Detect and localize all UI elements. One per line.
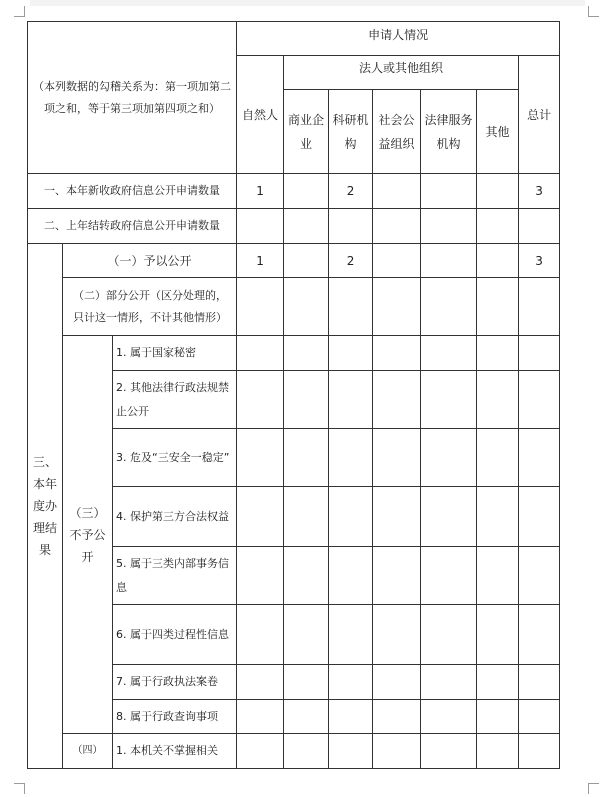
- table-cell: [477, 209, 519, 244]
- table-cell: [373, 547, 421, 605]
- table-cell: [477, 174, 519, 209]
- table-cell: [421, 734, 477, 769]
- table-cell: [373, 734, 421, 769]
- table-cell: 2: [329, 174, 373, 209]
- table-cell: [421, 429, 477, 487]
- table-cell: [421, 174, 477, 209]
- table-cell: 3: [519, 244, 560, 278]
- row-label-partial: （二）部分公开（区分处理的，只计这一情形，不计其他情形）: [63, 278, 237, 336]
- table-cell: [373, 605, 421, 665]
- header-legal-service: 法律服务机构: [421, 90, 477, 174]
- table-cell: [237, 209, 284, 244]
- table-cell: [421, 209, 477, 244]
- table-cell: [373, 487, 421, 547]
- table-cell: [477, 336, 519, 371]
- table-cell: [237, 371, 284, 429]
- table-row: [28, 278, 560, 336]
- row-label-not-disclose: （三）不予公开: [63, 336, 113, 734]
- table-cell: [329, 336, 373, 371]
- table-cell: [477, 700, 519, 734]
- table-cell: [237, 700, 284, 734]
- table-cell: [237, 336, 284, 371]
- table-cell: [477, 734, 519, 769]
- table-cell: 3: [519, 174, 560, 209]
- table-cell: [284, 278, 329, 336]
- table-cell: [477, 605, 519, 665]
- table-cell: [329, 700, 373, 734]
- table-cell: [284, 209, 329, 244]
- table-cell: [421, 700, 477, 734]
- table-cell: [284, 734, 329, 769]
- table-cell: [373, 209, 421, 244]
- table-row: [28, 734, 560, 769]
- table-cell: [237, 487, 284, 547]
- disclosure-statistics-table: [27, 21, 560, 769]
- table-cell: [519, 209, 560, 244]
- table-cell: [329, 547, 373, 605]
- table-cell: [477, 429, 519, 487]
- table-cell: 1: [237, 174, 284, 209]
- crop-mark-top-left: [14, 6, 25, 17]
- header-research: 科研机构: [329, 90, 373, 174]
- table-cell: [237, 734, 284, 769]
- table-cell: [284, 487, 329, 547]
- row-label-nd-item: 1. 属于国家秘密: [113, 336, 237, 371]
- table-cell: [477, 278, 519, 336]
- row-label-nd-item: 6. 属于四类过程性信息: [113, 605, 237, 665]
- row-label-nd-item: 7. 属于行政执法案卷: [113, 665, 237, 700]
- table-row: [28, 244, 560, 278]
- header-social: 社会公益组织: [373, 90, 421, 174]
- table-row: [28, 209, 560, 244]
- table-cell: [477, 487, 519, 547]
- crop-mark-top-right: [588, 6, 599, 17]
- table-cell: [477, 547, 519, 605]
- table-cell: [477, 665, 519, 700]
- header-row-applicant: [28, 22, 560, 56]
- page-top-edge: [30, 0, 585, 6]
- table-cell: [329, 429, 373, 487]
- table-cell: [329, 371, 373, 429]
- table-cell: [237, 278, 284, 336]
- table-cell: [237, 547, 284, 605]
- table-cell: [329, 665, 373, 700]
- table-cell: [519, 487, 560, 547]
- table-cell: [329, 487, 373, 547]
- table-cell: [477, 371, 519, 429]
- table-cell: [519, 278, 560, 336]
- table-cell: [284, 174, 329, 209]
- row-label-nd-item: 3. 危及“三安全一稳定”: [113, 429, 237, 487]
- table-cell: [284, 700, 329, 734]
- table-cell: 2: [329, 244, 373, 278]
- table-cell: [284, 244, 329, 278]
- row-label-nd-item: 8. 属于行政查询事项: [113, 700, 237, 734]
- crop-mark-bottom-right: [588, 783, 599, 794]
- table-cell: [421, 605, 477, 665]
- table-cell: [421, 336, 477, 371]
- table-cell: [373, 244, 421, 278]
- table-cell: [329, 278, 373, 336]
- table-cell: [373, 174, 421, 209]
- table-cell: [477, 244, 519, 278]
- row-group-results: 三、本年度办理结果: [28, 244, 63, 769]
- table-cell: [519, 429, 560, 487]
- table-cell: [519, 605, 560, 665]
- table-cell: [329, 605, 373, 665]
- table-cell: [519, 734, 560, 769]
- table-cell: [237, 429, 284, 487]
- table-cell: [373, 429, 421, 487]
- table-cell: [237, 665, 284, 700]
- row-label-disclose: （一）予以公开: [63, 244, 237, 278]
- table-cell: [519, 336, 560, 371]
- table-cell: [329, 209, 373, 244]
- table-cell: [421, 371, 477, 429]
- row-label-carried-over: 二、上年结转政府信息公开申请数量: [28, 209, 237, 244]
- row-label-nd-item: 4. 保护第三方合法权益: [113, 487, 237, 547]
- row-label-nd-item: 2. 其他法律行政法规禁止公开: [113, 371, 237, 429]
- header-total: 总计: [519, 56, 560, 174]
- row-label-new-requests: 一、本年新收政府信息公开申请数量: [28, 174, 237, 209]
- table-cell: [421, 244, 477, 278]
- table-cell: [284, 547, 329, 605]
- table-cell: [421, 547, 477, 605]
- table-cell: [519, 665, 560, 700]
- header-applicant-situation: 申请人情况: [237, 22, 560, 56]
- table-cell: [284, 605, 329, 665]
- header-note-cell: （本列数据的勾稽关系为：第一项加第二项之和，等于第三项加第四项之和）: [28, 22, 237, 174]
- table-cell: 1: [237, 244, 284, 278]
- table-cell: [421, 665, 477, 700]
- header-natural-person: 自然人: [237, 56, 284, 174]
- row-label-fourth-item: 1. 本机关不掌握相关: [113, 734, 237, 769]
- table-cell: [373, 665, 421, 700]
- table-row: [28, 174, 560, 209]
- table-cell: [373, 336, 421, 371]
- table-cell: [284, 429, 329, 487]
- table-cell: [284, 371, 329, 429]
- table-cell: [373, 700, 421, 734]
- table-cell: [373, 278, 421, 336]
- table-cell: [284, 665, 329, 700]
- table-cell: [519, 547, 560, 605]
- table-cell: [373, 371, 421, 429]
- table-cell: [421, 278, 477, 336]
- table-cell: [237, 605, 284, 665]
- table-cell: [284, 336, 329, 371]
- row-label-nd-item: 5. 属于三类内部事务信息: [113, 547, 237, 605]
- table-cell: [519, 371, 560, 429]
- header-commercial: 商业企业: [284, 90, 329, 174]
- table-cell: [421, 487, 477, 547]
- row-label-fourth: （四）: [63, 734, 113, 769]
- crop-mark-bottom-left: [14, 783, 25, 794]
- table-cell: [519, 700, 560, 734]
- table-row: [28, 336, 560, 371]
- header-legal-entity: 法人或其他组织: [284, 56, 519, 90]
- header-other: 其他: [477, 90, 519, 174]
- table-cell: [329, 734, 373, 769]
